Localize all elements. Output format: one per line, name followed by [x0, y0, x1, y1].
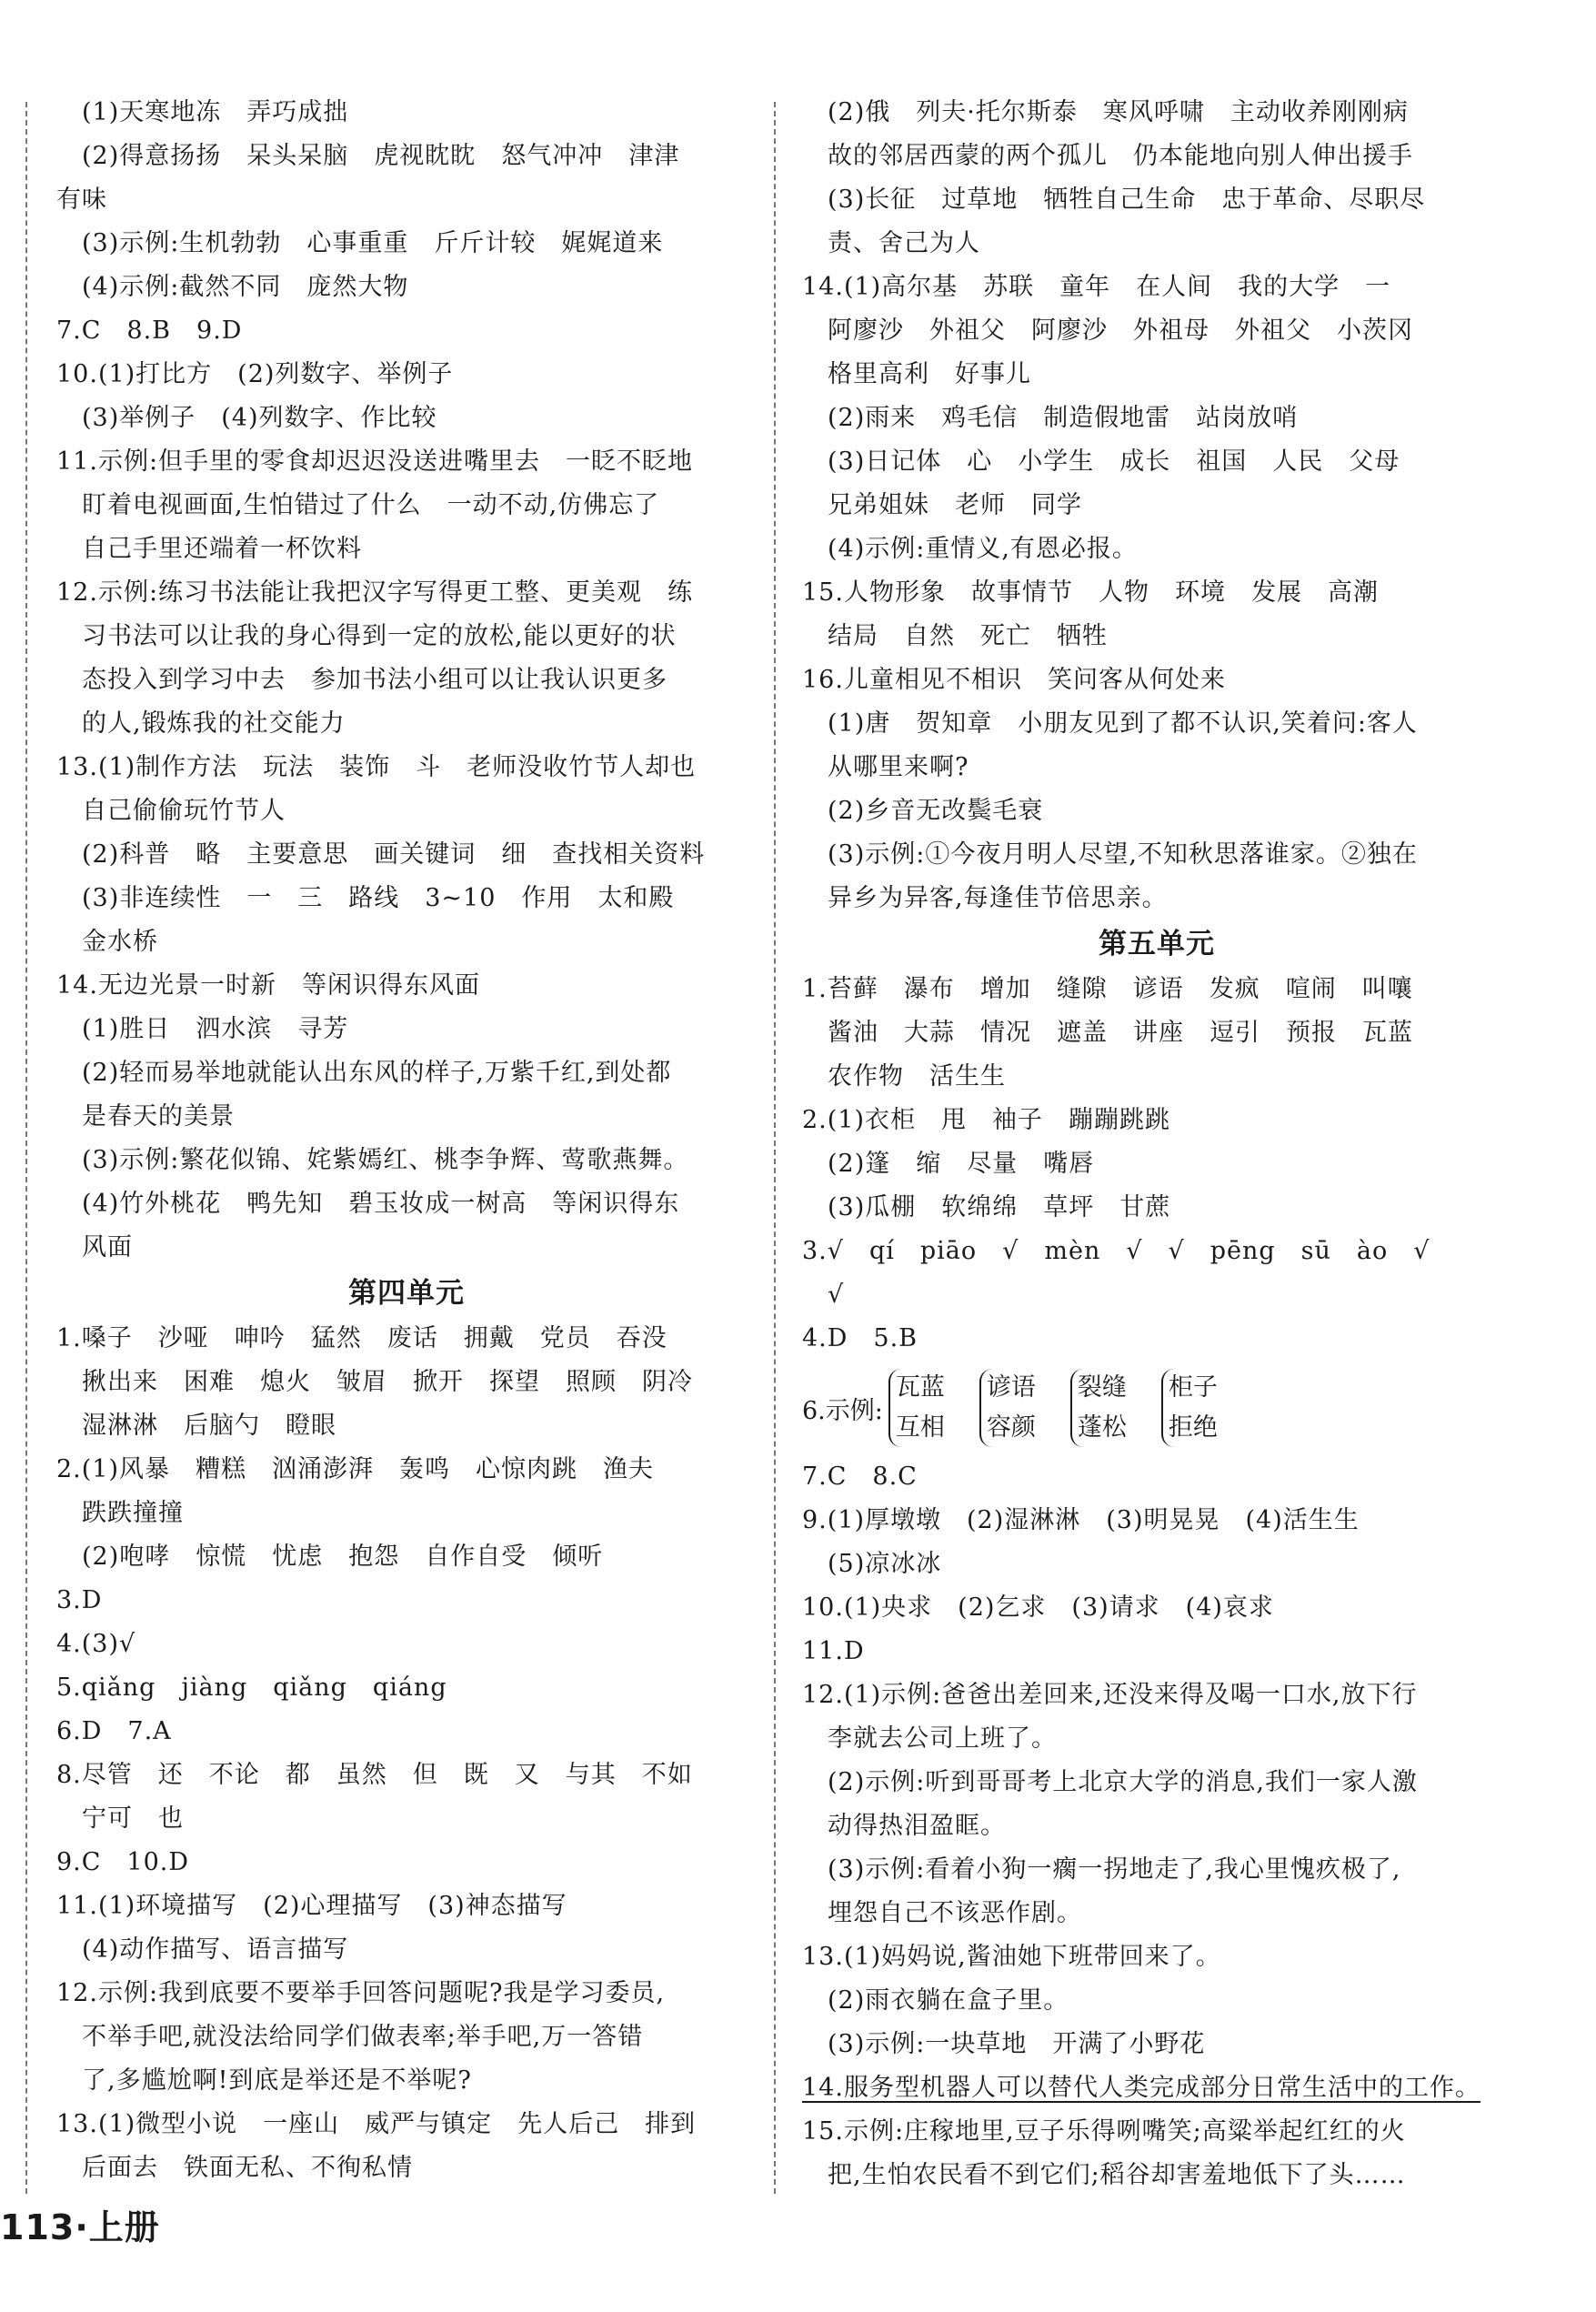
answer-line: 湿淋淋 后脑勺 瞪眼: [82, 1412, 336, 1440]
answer-line: 16.儿童相见不相识 笑问客从何处来: [802, 666, 1226, 694]
answer-line: 13.(1)微型小说 一座山 威严与镇定 先人后己 排到: [56, 2110, 697, 2138]
answer-line: 4.(3)√: [56, 1630, 136, 1658]
underlined-answer: 14.服务型机器人可以替代人类完成部分日常生活中的工作。: [802, 2074, 1481, 2102]
brace-pair: [979, 1369, 1036, 1447]
answer-line: 13.(1)制作方法 玩法 装饰 斗 老师没收竹节人却也: [56, 753, 697, 781]
answer-line: 15.人物形象 故事情节 人物 环境 发展 高潮: [802, 578, 1379, 607]
answer-line: (2)得意扬扬 呆头呆脑 虎视眈眈 怒气冲冲 津津: [82, 142, 680, 170]
answer-line: 15.示例:庄稼地里,豆子乐得咧嘴笑;高粱举起红红的火: [802, 2117, 1406, 2146]
answer-line: 10.(1)打比方 (2)列数字、举例子: [56, 360, 454, 388]
answer-line: 8.尽管 还 不论 都 虽然 但 既 又 与其 不如: [56, 1761, 693, 1789]
brace-word: 裂缝: [1077, 1373, 1127, 1402]
answer-line: (3)日记体 心 小学生 成长 祖国 人民 父母: [828, 447, 1400, 476]
answer-line: (5)凉冰冰: [828, 1550, 942, 1578]
answer-line: 1.苔藓 瀑布 增加 缝隙 谚语 发疯 喧闹 叫嚷: [802, 975, 1413, 1003]
answer-line: 了,多尴尬啊!到底是举还是不举呢?: [82, 2066, 472, 2095]
answer-line: 12.(1)示例:爸爸出差回来,还没来得及喝一口水,放下行: [802, 1681, 1418, 1709]
answer-line: 14.(1)高尔基 苏联 童年 在人间 我的大学 一: [802, 273, 1391, 301]
answer-line: (3)示例:一块草地 开满了小野花: [828, 2030, 1206, 2058]
right-column: [802, 91, 1511, 2197]
answer-line: 12.示例:我到底要不要举手回答问题呢?我是学习委员,: [56, 1979, 666, 2007]
answer-line: 3.√ qí piāo √ mèn √ √ pēng sū ào √: [802, 1237, 1430, 1265]
answer-line: 农作物 活生生: [828, 1062, 1006, 1091]
answer-line: 责、舍己为人: [828, 229, 980, 257]
answer-line: 把,生怕农民看不到它们;稻谷却害羞地低下了头……: [828, 2161, 1406, 2189]
answer-line: (2)篷 缩 尽量 嘴唇: [828, 1150, 1095, 1178]
brace-word: 瓦蓝: [895, 1373, 945, 1402]
answer-line: (2)轻而易举地就能认出东风的样子,万紫千红,到处都: [82, 1059, 672, 1087]
answer-line: 自己偷偷玩竹节人: [82, 797, 286, 825]
answer-line: 5.qiǎng jiàng qiǎng qiáng: [56, 1674, 447, 1702]
answer-line: 2.(1)衣柜 甩 袖子 蹦蹦跳跳: [802, 1106, 1171, 1134]
answer-line: 故的邻居西蒙的两个孤儿 仍本能地向别人伸出援手: [828, 142, 1413, 170]
unit-heading: 第五单元: [1099, 928, 1215, 960]
answer-line: (2)雨来 鸡毛信 制造假地雷 站岗放哨: [828, 404, 1299, 432]
answer-line: 9.C 10.D: [56, 1848, 190, 1876]
answer-line: 12.示例:练习书法能让我把汉字写得更工整、更美观 练: [56, 578, 694, 607]
left-column: [56, 91, 757, 2190]
answer-line: (3)示例:看着小狗一瘸一拐地走了,我心里愧疚极了,: [828, 1855, 1401, 1884]
answer-line: 结局 自然 死亡 牺牲: [828, 622, 1108, 650]
answer-line: (3)瓜棚 软绵绵 草坪 甘蔗: [828, 1193, 1171, 1221]
answer-line: 11.D: [802, 1637, 865, 1665]
answer-line: 11.示例:但手里的零食却迟迟没送进嘴里去 一眨不眨地: [56, 447, 694, 476]
answer-line: 1.嗓子 沙哑 呻吟 猛然 废话 拥戴 党员 吞没: [56, 1324, 668, 1352]
answer-line: 风面: [82, 1233, 133, 1262]
answer-line: (2)咆哮 惊慌 忧虑 抱怨 自作自受 倾听: [82, 1543, 604, 1571]
answer-line: 7.C 8.C: [802, 1463, 918, 1491]
brace-word: 谚语: [986, 1373, 1036, 1402]
answer-line: [802, 2066, 1511, 2110]
answer-line: 金水桥: [82, 928, 158, 956]
answer-line: 埋怨自己不该恶作剧。: [828, 1899, 1082, 1927]
answer-line: (2)示例:听到哥哥考上北京大学的消息,我们一家人激: [828, 1768, 1418, 1796]
answer-line: (3)示例:生机勃勃 心事重重 斤斤计较 娓娓道来: [82, 229, 664, 257]
answer-line: (1)胜日 泗水滨 寻芳: [82, 1015, 349, 1043]
answer-line: (4)示例:重情义,有恩必报。: [828, 535, 1138, 563]
answer-line: 格里高利 好事儿: [828, 360, 1031, 388]
answer-line: (3)示例:①今夜月明人尽望,不知秋思落谁家。②独在: [828, 840, 1418, 869]
answer-line: 14.无边光景一时新 等闲识得东风面: [56, 971, 480, 1000]
answer-line: (2)俄 列夫·托尔斯泰 寒风呼啸 主动收养刚刚病: [828, 98, 1409, 126]
brace-pair: [1070, 1369, 1127, 1447]
answer-line: 10.(1)央求 (2)乞求 (3)请求 (4)哀求: [802, 1593, 1274, 1622]
brace-word: 互相: [895, 1413, 945, 1442]
answer-line: 动得热泪盈眶。: [828, 1812, 1006, 1840]
answer-line: 11.(1)环境描写 (2)心理描写 (3)神态描写: [56, 1892, 567, 1920]
answer-line: 4.D 5.B: [802, 1324, 918, 1352]
answer-line: 宁可 也: [82, 1804, 184, 1833]
answer-line: 跌跌撞撞: [82, 1499, 184, 1527]
answer-line: √: [828, 1281, 845, 1309]
answer-line: 3.D: [56, 1586, 103, 1614]
answer-line: 6.D 7.A: [56, 1717, 172, 1745]
answer-line: (4)竹外桃花 鸭先知 碧玉妆成一树高 等闲识得东: [82, 1190, 680, 1218]
answer-line: 后面去 铁面无私、不徇私情: [82, 2154, 413, 2182]
answer-line: (1)天寒地冻 弄巧成拙: [82, 98, 349, 126]
answer-line: (3)长征 过草地 牺牲自己生命 忠于革命、尽职尽: [828, 186, 1426, 214]
answer-line: 李就去公司上班了。: [828, 1724, 1057, 1753]
brace-word: 容颜: [986, 1413, 1036, 1442]
answer-line: 自己手里还端着一杯饮料: [82, 535, 362, 563]
answer-line: 不举手吧,就没法给同学们做表率;举手吧,万一答错: [82, 2023, 644, 2051]
answer-line: 有味: [56, 186, 107, 214]
answer-line: 9.(1)厚墩墩 (2)湿淋淋 (3)明晃晃 (4)活生生: [802, 1506, 1360, 1534]
answer-line: 揪出来 困难 熄火 皱眉 掀开 探望 照顾 阴冷: [82, 1368, 693, 1396]
brace-label: 6.示例:: [802, 1396, 883, 1425]
brace-pair: [888, 1369, 945, 1447]
left-margin-divider: [25, 102, 27, 2194]
answer-line: 的人,锻炼我的社交能力: [82, 709, 346, 738]
answer-line: (1)唐 贺知章 小朋友见到了都不认识,笑着问:客人: [828, 709, 1418, 738]
page-footer: 113·上册: [0, 2207, 160, 2247]
answer-line: 2.(1)风暴 糟糕 汹涌澎湃 轰鸣 心惊肉跳 渔夫: [56, 1455, 655, 1483]
answer-line: 13.(1)妈妈说,酱油她下班带回来了。: [802, 1943, 1221, 1971]
answer-line: (3)示例:繁花似锦、姹紫嫣红、桃李争辉、莺歌燕舞。: [82, 1146, 689, 1174]
unit-heading: 第四单元: [348, 1277, 465, 1310]
answer-line: (2)科普 略 主要意思 画关键词 细 查找相关资料: [82, 840, 706, 869]
answer-line: 习书法可以让我的身心得到一定的放松,能以更好的状: [82, 622, 677, 650]
answer-line: 7.C 8.B 9.D: [56, 317, 243, 345]
brace-word: 柜子: [1168, 1373, 1218, 1402]
answer-line: (2)乡音无改鬓毛衰: [828, 797, 1044, 825]
answer-line: 酱油 大蒜 情况 遮盖 讲座 逗引 预报 瓦蓝: [828, 1019, 1413, 1047]
brace-word: 蓬松: [1077, 1413, 1127, 1442]
answer-line: (2)雨衣躺在盒子里。: [828, 1986, 1069, 2015]
answer-line: 阿廖沙 外祖父 阿廖沙 外祖母 外祖父 小茨冈: [828, 317, 1413, 345]
answer-line: (3)非连续性 一 三 路线 3~10 作用 太和殿: [82, 884, 675, 912]
answer-line: 态投入到学习中去 参加书法小组可以让我认识更多: [82, 666, 668, 694]
answer-line: (4)示例:截然不同 庞然大物: [82, 273, 409, 301]
brace-word: 拒绝: [1168, 1413, 1218, 1442]
brace-pair: [1161, 1369, 1218, 1447]
answer-brace-group: [802, 1361, 1511, 1455]
answer-line: 是春天的美景: [82, 1102, 235, 1131]
column-divider: [774, 102, 776, 2194]
answer-line: (3)举例子 (4)列数字、作比较: [82, 404, 437, 432]
answer-line: 盯着电视画面,生怕错过了什么 一动不动,仿佛忘了: [82, 491, 660, 519]
answer-line: 兄弟姐妹 老师 同学: [828, 491, 1082, 519]
answer-line: 异乡为异客,每逢佳节倍思亲。: [828, 884, 1168, 912]
answer-line: (4)动作描写、语言描写: [82, 1935, 349, 1964]
answer-line: 从哪里来啊?: [828, 753, 969, 781]
